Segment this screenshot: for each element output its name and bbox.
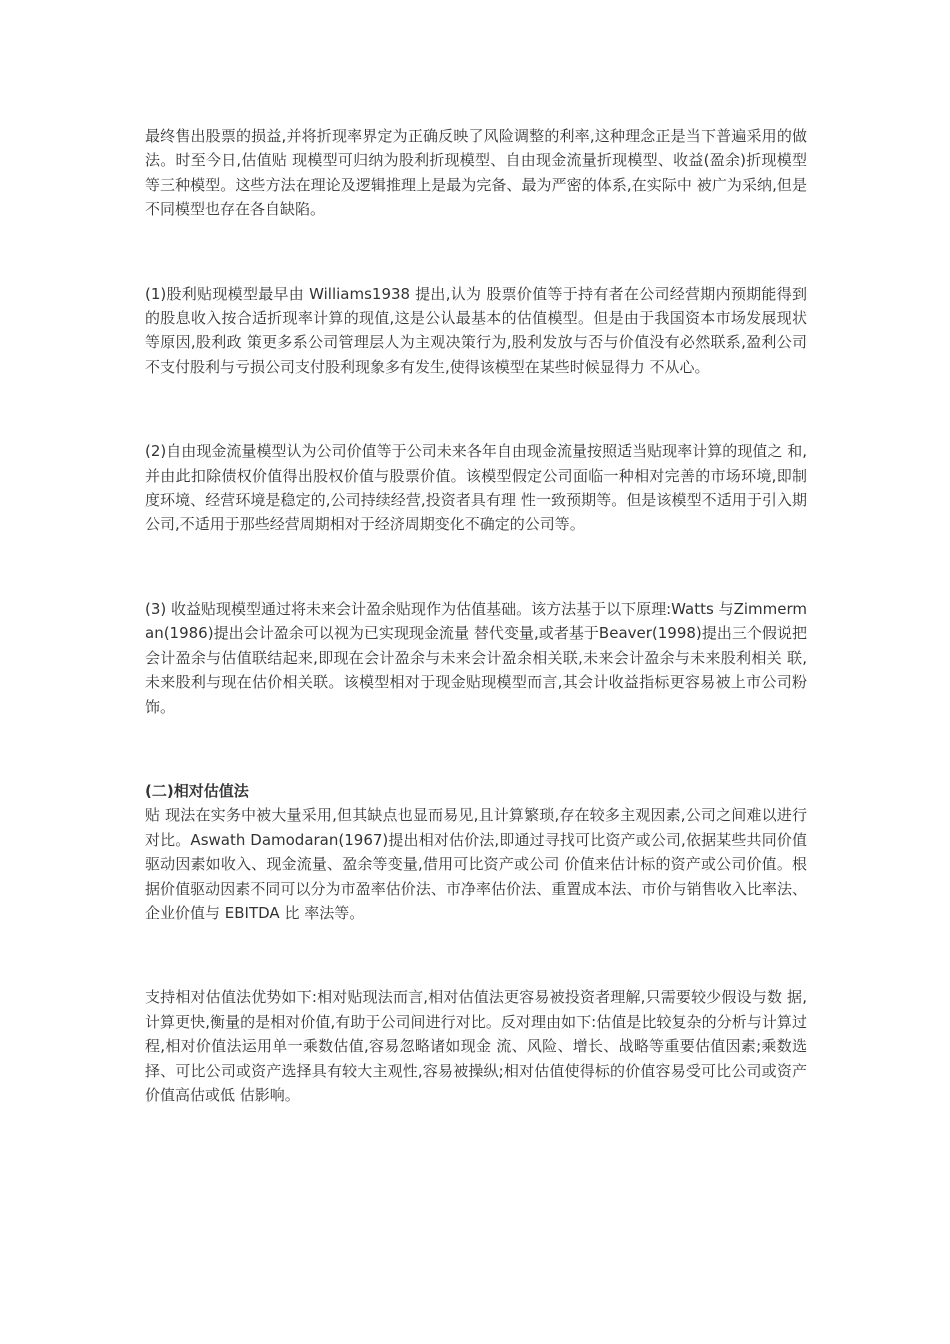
- paragraph-spacer: [145, 379, 807, 439]
- section-heading-relative-valuation: (二)相对估值法: [145, 781, 249, 800]
- paragraph-spacer: [145, 719, 807, 779]
- paragraph-relative-valuation-pros-cons: 支持相对估值法优势如下:相对贴现法而言,相对估值法更容易被投资者理解,只需要较少假设与数 据,计算更快,衡量的是相对价值,有助于公司间进行对比。反对理由如下:估值是比较复杂的分析与计算过程,相对价值法运用单一乘数估值,容易忽略诸如现金 流、风险、增长、战略等重要估值因素;乘数选择、可比公司或资产选择具有较大主观性,容易被操纵;相对估值使得标的价值容易受可比公司或资产价值高估或低 估影响。: [145, 988, 807, 1104]
- document-body: [145, 124, 807, 1107]
- paragraph-spacer: [145, 925, 807, 985]
- paragraph-relative-valuation: 贴 现法在实务中被大量采用,但其缺点也显而易见,且计算繁琐,存在较多主观因素,公司之间难以进行对比。Aswath Damodaran(1967)提出相对估价法,即通过寻找可比资产或公司,依据某些共同价值驱动因素如收入、现金流量、盈余等变量,借用可比资产或公司 价值来估计标的资产或公司价值。根据价值驱动因素不同可以分为市盈率估价法、市净率估价法、重置成本法、市价与销售收入比率法、企业价值与 EBITDA 比 率法等。: [145, 806, 807, 922]
- paragraph-earnings-discount-model: (3) 收益贴现模型通过将未来会计盈余贴现作为估值基础。该方法基于以下原理:Watts 与Zimmerman(1986)提出会计盈余可以视为已实现现金流量 替代变量,或者基于Beaver(1998)提出三个假说把会计盈余与估值联结起来,即现在会计盈余与未来会计盈余相关联,未来会计盈余与未来股利相关 联,未来股利与现在估价相关联。该模型相对于现金贴现模型而言,其会计收益指标更容易被上市公司粉饰。: [145, 599, 807, 716]
- paragraph-dividend-discount-model: (1)股利贴现模型最早由 Williams1938 提出,认为 股票价值等于持有者在公司经营期内预期能得到的股息收入按合适折现率计算的现值,这是公认最基本的估值模型。但是由于我国资本市场发展现状等原因,股利政 策更多系公司管理层人为主观决策行为,股利发放与否与价值没有必然联系,盈利公司不支付股利与亏损公司支付股利现象多有发生,使得该模型在某些时候显得力 不从心。: [145, 284, 807, 376]
- paragraph-free-cash-flow-model: (2)自由现金流量模型认为公司价值等于公司未来各年自由现金流量按照适当贴现率计算的现值之 和,并由此扣除债权价值得出股权价值与股票价值。该模型假定公司面临一种相对完善的市场环境,即制度环境、经营环境是稳定的,公司持续经营,投资者具有理 性一致预期等。但是该模型不适用于引入期公司,不适用于那些经营周期相对于经济周期变化不确定的公司等。: [145, 442, 807, 534]
- paragraph-spacer: [145, 537, 807, 597]
- paragraph-spacer: [145, 222, 807, 282]
- paragraph-valuation-models-intro: 最终售出股票的损益,并将折现率界定为正确反映了风险调整的利率,这种理念正是当下普遍采用的做法。时至今日,估值贴 现模型可归纳为股利折现模型、自由现金流量折现模型、收益(盈余)折现模型等三种模型。这些方法在理论及逻辑推理上是最为完备、最为严密的体系,在实际中 被广为采纳,但是不同模型也存在各自缺陷。: [145, 127, 807, 219]
